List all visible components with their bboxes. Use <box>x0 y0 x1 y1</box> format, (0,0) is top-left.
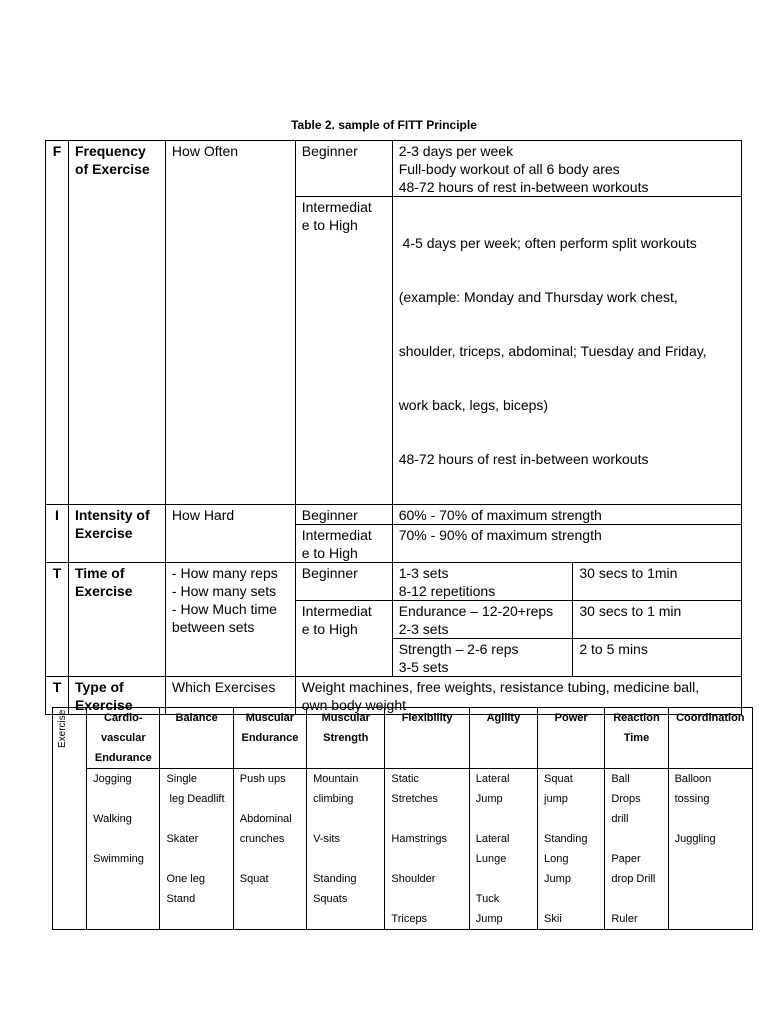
cell-balance: Single leg Deadlift Skater One leg Stand <box>160 769 233 930</box>
time-endurance-rest: 30 secs to 1 min <box>573 601 742 639</box>
type-question: Which Exercises <box>165 677 295 715</box>
frequency-component: Frequency of Exercise <box>68 141 165 505</box>
frequency-question: How Often <box>165 141 295 505</box>
intensity-question: How Hard <box>165 505 295 563</box>
header-balance: Balance <box>160 708 233 769</box>
cell-cardio: Jogging Walking Swimming <box>87 769 160 930</box>
cell-muscular-strength: Mountain climbing V-sits Standing Squats <box>307 769 385 930</box>
frequency-intermediate-label: Intermediat e to High <box>295 197 392 505</box>
header-flexibility: Flexibility <box>385 708 469 769</box>
intensity-intermediate-text: 70% - 90% of maximum strength <box>392 525 741 563</box>
header-coordination: Coordination <box>668 708 752 769</box>
time-component: Time of Exercise <box>68 563 165 677</box>
frequency-letter: F <box>46 141 69 505</box>
time-strength-rest: 2 to 5 mins <box>573 639 742 677</box>
frequency-beginner-label: Beginner <box>295 141 392 197</box>
time-row-beginner <box>46 563 742 601</box>
frequency-intermediate-text: 4-5 days per week; often perform split workouts (example: Monday and Thursday work chest, shoulder, triceps, abdominal; Tuesday and Friday, work back, legs, biceps) 48-72 hours of rest in-between workouts <box>392 197 741 505</box>
cell-power: Squat jump Standing Long Jump Skii <box>538 769 605 930</box>
time-intermediate-label: Intermediat e to High <box>295 601 392 677</box>
intensity-beginner-label: Beginner <box>295 505 392 525</box>
cell-flexibility: Static Stretches Hamstrings Shoulder Triceps <box>385 769 469 930</box>
header-muscular-strength: Muscular Strength <box>307 708 385 769</box>
header-reaction-time: Reaction Time <box>605 708 668 769</box>
header-agility: Agility <box>469 708 537 769</box>
fitt-principle-table <box>45 140 742 715</box>
type-component: Type of Exercise <box>68 677 165 715</box>
cell-reaction-time: Ball Drops drill Paper drop Drill Ruler <box>605 769 668 930</box>
intensity-row-beginner <box>46 505 742 525</box>
table-caption: Table 2. sample of FITT Principle <box>291 118 477 132</box>
intensity-component: Intensity of Exercise <box>68 505 165 563</box>
time-question: - How many reps - How many sets - How Much time between sets <box>165 563 295 677</box>
cell-muscular-endurance: Push ups Abdominal crunches Squat <box>233 769 306 930</box>
frequency-beginner-text: 2-3 days per week Full-body workout of all 6 body ares 48-72 hours of rest in-between workouts <box>392 141 741 197</box>
cell-coordination: Balloon tossing Juggling <box>668 769 752 930</box>
type-answer: Weight machines, free weights, resistance tubing, medicine ball, own body weight <box>295 677 741 715</box>
time-beginner-sets: 1-3 sets 8-12 repetitions <box>392 563 573 601</box>
exercise-side-label: Exercise <box>53 708 87 930</box>
header-power: Power <box>538 708 605 769</box>
frequency-row-beginner <box>46 141 742 197</box>
intensity-intermediate-label: Intermediat e to High <box>295 525 392 563</box>
header-cardio: Cardio- vascular Endurance <box>87 708 160 769</box>
time-letter: T <box>46 563 69 677</box>
cell-agility: Lateral Jump Lateral Lunge Tuck Jump <box>469 769 537 930</box>
time-endurance-sets: Endurance – 12-20+reps 2-3 sets <box>392 601 573 639</box>
intensity-beginner-text: 60% - 70% of maximum strength <box>392 505 741 525</box>
exercise-header-row <box>53 708 753 769</box>
time-strength-sets: Strength – 2-6 reps 3-5 sets <box>392 639 573 677</box>
time-beginner-label: Beginner <box>295 563 392 601</box>
type-letter: T <box>46 677 69 715</box>
exercise-table <box>52 707 753 930</box>
header-muscular-endurance: Muscular Endurance <box>233 708 306 769</box>
time-beginner-rest: 30 secs to 1min <box>573 563 742 601</box>
intensity-letter: I <box>46 505 69 563</box>
exercise-body-row <box>53 769 753 930</box>
